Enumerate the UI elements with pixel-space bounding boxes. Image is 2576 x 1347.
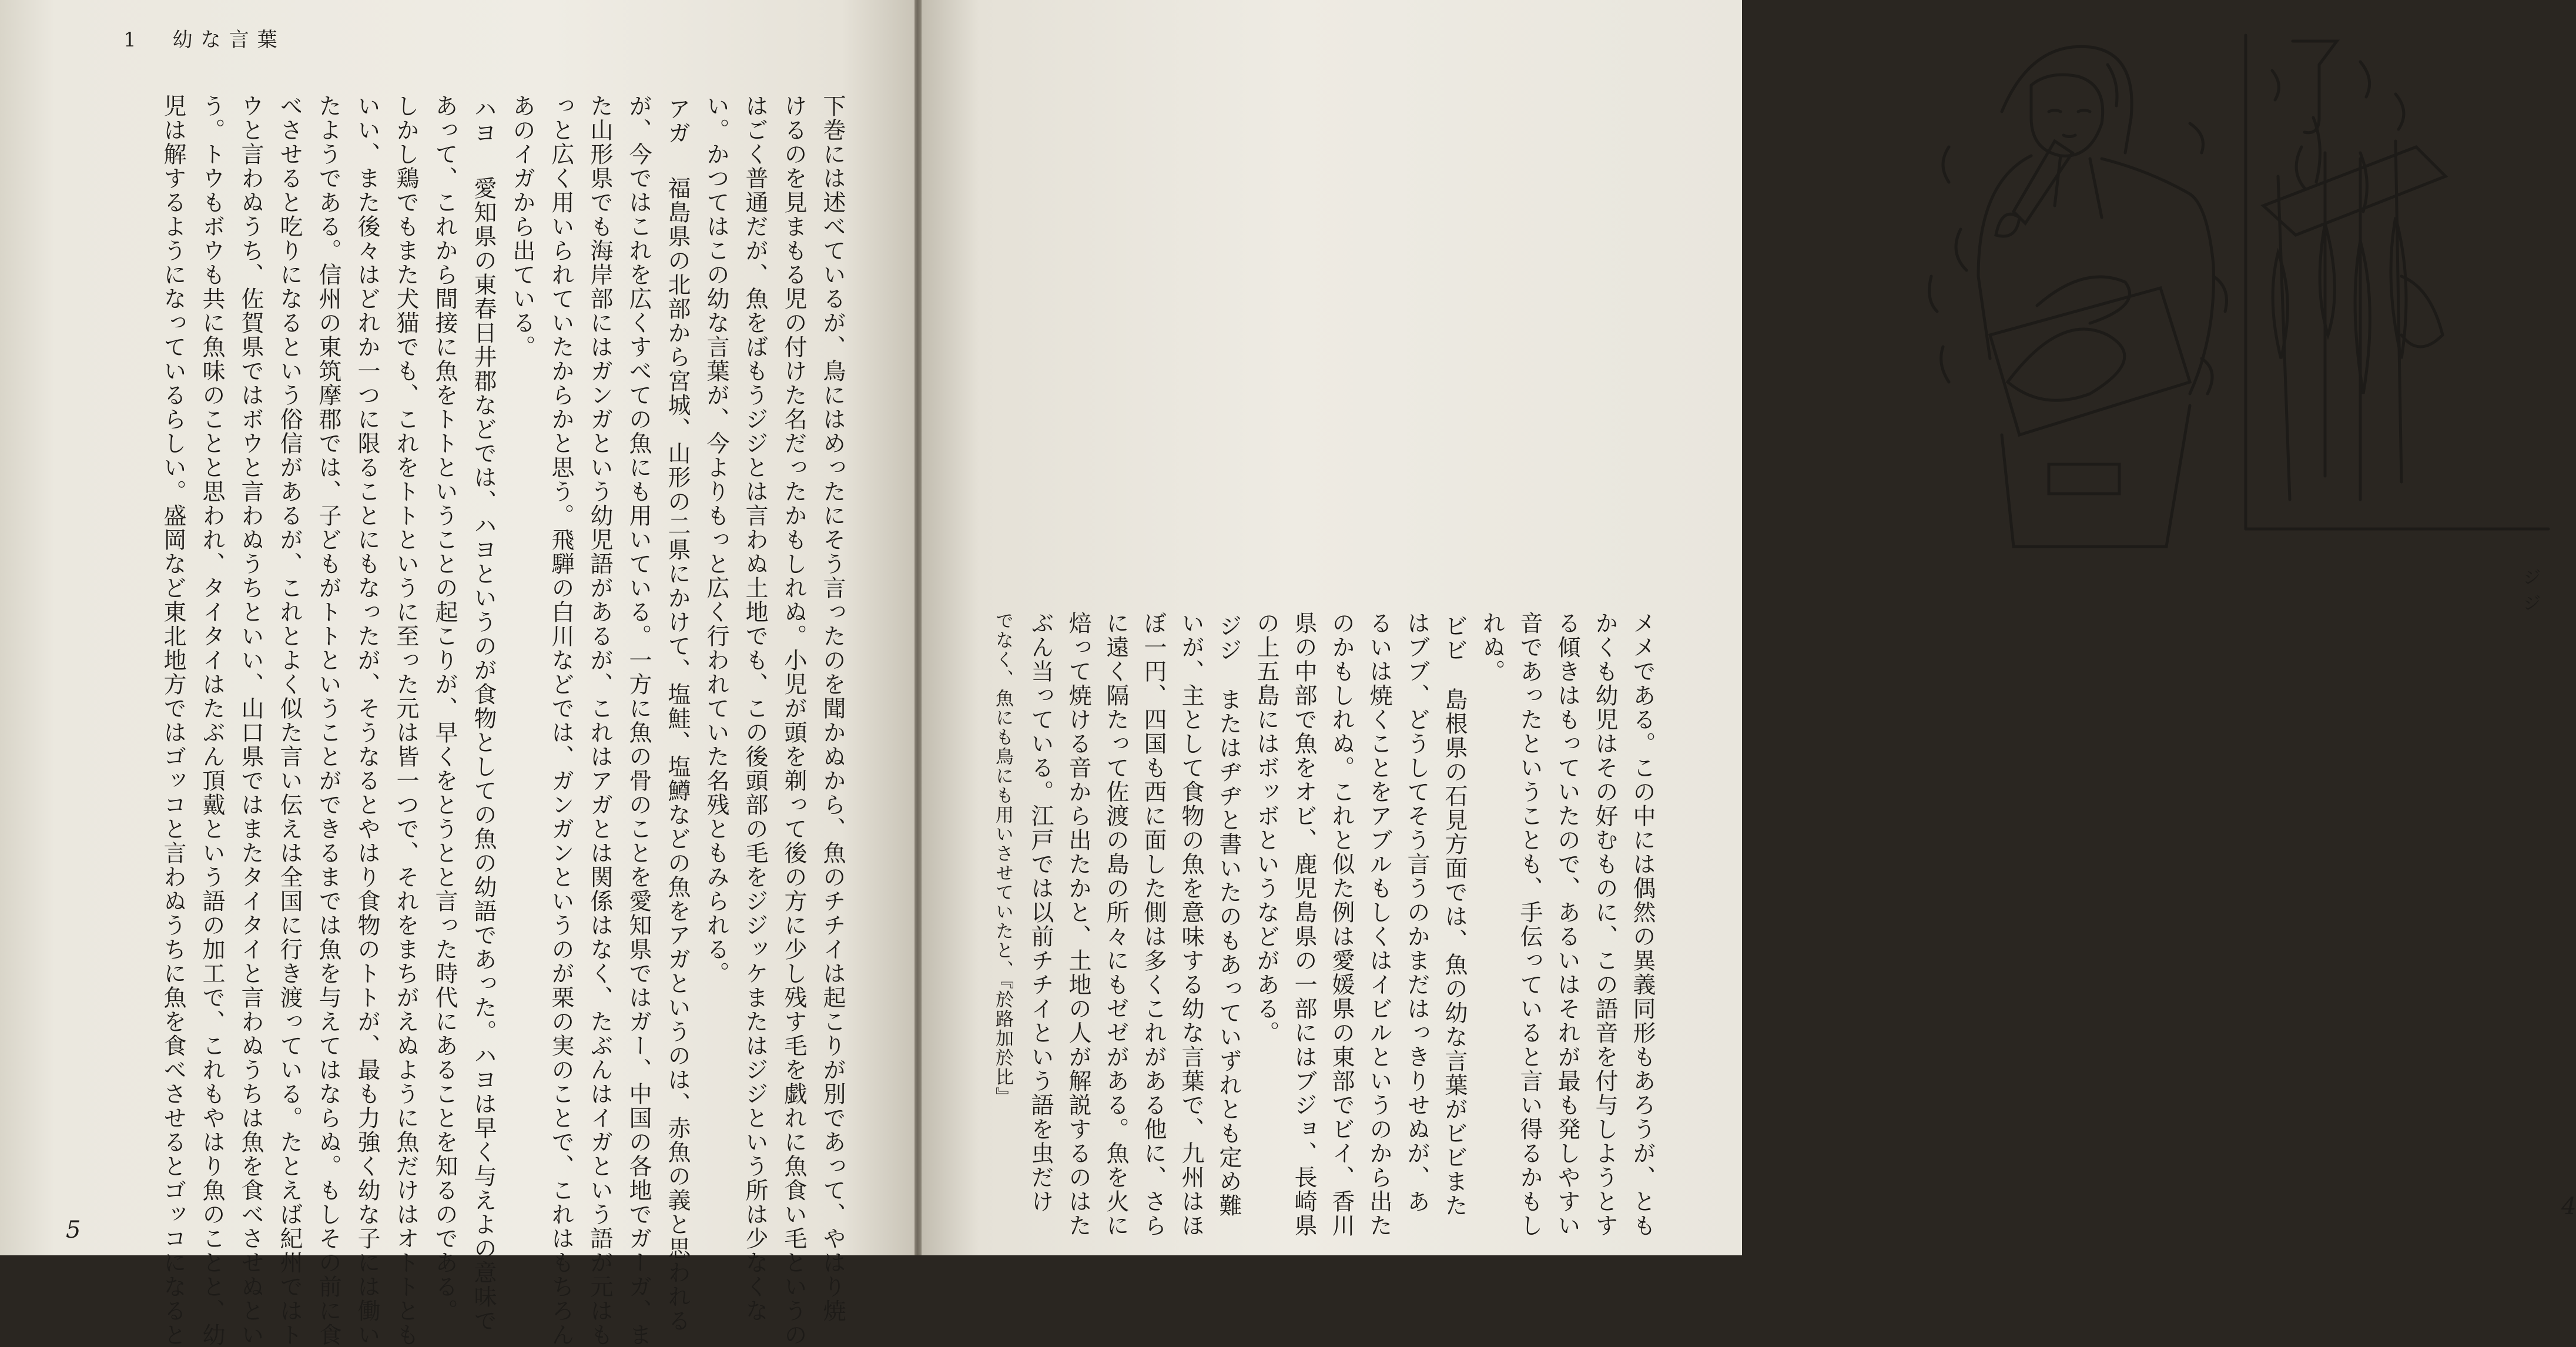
text-column: 福島県の北部から宮城、山形の二県にかけて、塩鮭、塩鱒などの魚をアガというのは、赤魚の義と思われる <box>664 176 691 1333</box>
text-column: しかし鶏でもまた犬猫でも、これをトトというに至った元は皆一つで、それをまちがえぬように魚だけはオトトとも <box>393 94 419 1347</box>
text-column: ぶん当っている。江戸では以前チチイという語を虫だけ <box>1027 611 1054 1214</box>
text-column: 愛知県の東春日井郡などでは、ハヨというのが食物としての魚の幼語であった。ハヨは早く与えよの意味で <box>470 176 497 1333</box>
text-column: た山形県でも海岸部にはガンガという幼児語があるが、これはアガとは関係はなく、たぶんはイガという語が元はも <box>587 94 613 1347</box>
text-column: の上五島にはボッボというなどがある。 <box>1253 611 1279 1045</box>
text-column: いが、主として食物の魚を意味する幼な言葉で、九州はほ <box>1178 611 1204 1238</box>
text-column: かくも幼児はその好むものに、この語音を付与しようとす <box>1592 611 1618 1238</box>
text-column: に遠く隔たって佐渡の島の所々にもゼゼがある。魚を火に <box>1103 611 1129 1238</box>
text-column: あのイガから出ている。 <box>509 94 535 359</box>
text-column: ぼ一円、四国も西に面した側は多くこれがある他に、さら <box>1140 611 1167 1238</box>
running-head: 1 幼な言葉 <box>123 28 286 52</box>
text-column: でなく、魚にも鳥にも用いさせていたと、『於路加於比』 <box>992 611 1013 1107</box>
right-page <box>922 0 2576 1255</box>
keyword-heading-jiji: ジジ <box>1215 614 1242 662</box>
text-column: 県の中部で魚をオビ、鹿児島県の一部にはブジョ、長崎県 <box>1291 611 1317 1238</box>
text-column: メメである。この中には偶然の異義同形もあろうが、とも <box>1629 611 1656 1238</box>
illustration-caption: ジジ <box>2523 568 2544 614</box>
text-column: はブブ、どうしてそう言うのかまだはっきりせぬが、あ <box>1403 611 1430 1214</box>
text-column: れぬ。 <box>1479 611 1505 683</box>
text-column: たようである。信州の東筑摩郡では、子どもがトトということができるまでは魚を与えてはならぬ。もしその前に食 <box>315 94 341 1347</box>
text-column: またはヂヂと書いたのもあっていずれとも定め難 <box>1215 688 1242 1218</box>
page-number: 5 <box>66 1217 81 1244</box>
text-column: っと広く用いられていたからかと思う。飛騨の白川などでは、ガンガンというのが栗の実のことで、これはもちろん <box>548 94 574 1347</box>
text-column: い。かつてはこの幼な言葉が、今よりもっと広く行われていた名残ともみられる。 <box>703 94 729 986</box>
text-column: いい、また後々はどれか一つに限ることにもなったが、そうなるとやはり食物のトトが、最も力強く幼な子には働い <box>354 94 380 1347</box>
text-column: のかもしれぬ。これと似た例は愛媛県の東部でビイ、香川 <box>1328 611 1355 1238</box>
text-column: が、今ではこれを広くすべての魚にも用いている。一方に魚の骨のことを愛知県ではガー、中国の各地でガーガ、ま <box>625 94 652 1347</box>
text-column: はごく普通だが、魚をばもうジジとは言わぬ土地でも、この後頭部の毛をジジッケまたはジジという所は少なくな <box>742 94 768 1323</box>
page-number: 4 <box>2561 1193 2576 1220</box>
text-column: べさせると吃りになるという俗信があるが、これとよく似た言い伝えは全国に行き渡っている。たとえば紀州ではト <box>276 94 303 1347</box>
keyword-heading-bibi: ビビ <box>1441 614 1468 662</box>
text-column: 児は解するようになっているらしい。盛岡など東北地方ではゴッコと言わぬうちに魚を食べさせるとゴッコになると <box>160 94 186 1347</box>
text-column: う。トウもボウも共に魚味のことと思われ、タイタイはたぶん頂戴という語の加工で、これもやはり魚のことと、幼 <box>199 94 225 1347</box>
woman-grilling-fish-illustration <box>1914 29 2554 558</box>
text-column: る傾きはもっていたので、あるいはそれが最も発しやすい <box>1554 611 1580 1238</box>
text-column: 焙って焼ける音から出たかと、土地の人が解説するのはた <box>1065 611 1091 1238</box>
text-column: けるのを見まもる児の付けた名だったかもしれぬ。小児が頭を剃って後の方に少し残す毛を戯れに魚食い毛というの <box>780 94 807 1347</box>
keyword-heading-hayo: ハヨ <box>470 97 497 145</box>
text-column: あって、これから間接に魚をトトということの起こりが、早くをとうとと言った時代にあることを知るのである。 <box>431 94 458 1323</box>
text-column: 島根県の石見方面では、魚の幼な言葉がビビまた <box>1441 688 1468 1218</box>
left-page <box>0 0 915 1347</box>
keyword-heading-aga: アガ <box>664 97 691 145</box>
text-column: 音であったということも、手伝っていると言い得るかもし <box>1516 611 1543 1238</box>
text-column: 下巻には述べているが、鳥にはめったにそう言ったのを聞かぬから、魚のチチイは起こりが別であって、やはり焼 <box>819 94 846 1323</box>
text-column: ウと言わぬうち、佐賀県ではボウと言わぬうちといい、山口県ではまたタイタイと言わぬうちは魚を食べさせぬとい <box>237 94 264 1347</box>
text-column: るいは焼くことをアブルもしくはイビルというのから出た <box>1366 611 1392 1238</box>
